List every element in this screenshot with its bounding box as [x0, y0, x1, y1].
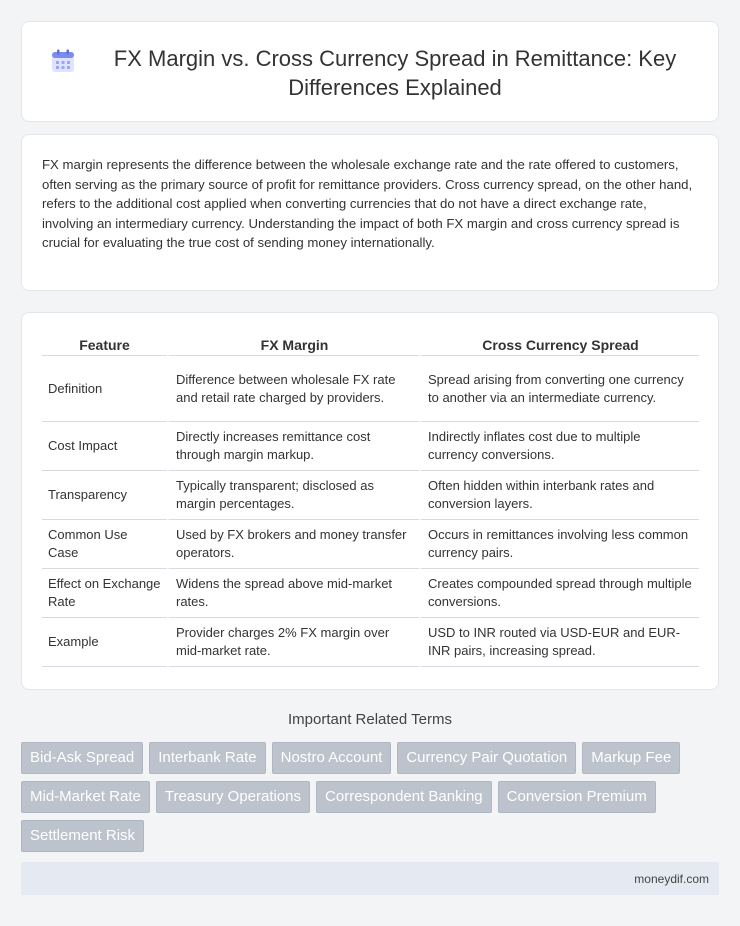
page-title: FX Margin vs. Cross Currency Spread in Remittance: Key Differences Explained	[113, 46, 677, 100]
term-tag[interactable]: Nostro Account	[272, 742, 392, 774]
cross-currency-cell: USD to INR routed via USD-EUR and EUR-INR pairs, increasing spread.	[419, 618, 699, 667]
footer-site-link[interactable]: moneydif.com	[634, 872, 709, 886]
term-tag[interactable]: Mid-Market Rate	[21, 781, 150, 813]
term-tag[interactable]: Interbank Rate	[149, 742, 265, 774]
fx-margin-cell: Provider charges 2% FX margin over mid-market rate.	[167, 618, 419, 667]
intro-paragraph: FX margin represents the difference between the wholesale exchange rate and the rate offered to customers, often serving as the primary source of profit for remittance providers. Cross currency spread, on the other hand, refers to the additional cost applied when converting currencies that do not have a direct exchange rate, involving an intermediary currency. Understanding the impact of both FX margin and cross currency spread is crucial for evaluating the true cost of sending money internationally.	[42, 157, 693, 251]
table-header-row	[42, 334, 699, 356]
cross-currency-cell: Indirectly inflates cost due to multiple currency conversions.	[419, 422, 699, 471]
feature-cell: Example	[42, 618, 167, 667]
fx-margin-cell: Used by FX brokers and money transfer operators.	[167, 520, 419, 569]
fx-margin-cell: Typically transparent; disclosed as margin percentages.	[167, 471, 419, 520]
term-tag[interactable]: Currency Pair Quotation	[397, 742, 576, 774]
column-header-feature: Feature	[42, 334, 167, 356]
feature-cell: Cost Impact	[42, 422, 167, 471]
fx-margin-cell: Widens the spread above mid-market rates.	[167, 569, 419, 618]
intro-card	[21, 134, 719, 291]
comparison-card	[21, 312, 719, 690]
column-header-cross-currency-spread: Cross Currency Spread	[419, 334, 699, 356]
feature-cell: Transparency	[42, 471, 167, 520]
table-row	[42, 356, 699, 422]
term-tag[interactable]: Bid-Ask Spread	[21, 742, 143, 774]
table-row	[42, 471, 699, 520]
table-row	[42, 520, 699, 569]
feature-cell: Effect on Exchange Rate	[42, 569, 167, 618]
cross-currency-cell: Creates compounded spread through multiple conversions.	[419, 569, 699, 618]
table-row	[42, 422, 699, 471]
related-terms-heading: Important Related Terms	[288, 711, 452, 728]
term-tag[interactable]: Correspondent Banking	[316, 781, 492, 813]
fx-margin-cell: Difference between wholesale FX rate and retail rate charged by providers.	[167, 356, 419, 422]
column-header-fx-margin: FX Margin	[167, 334, 419, 356]
cross-currency-cell: Spread arising from converting one currency to another via an intermediate currency.	[419, 356, 699, 422]
title-card	[21, 21, 719, 122]
feature-cell: Common Use Case	[42, 520, 167, 569]
term-tag[interactable]: Treasury Operations	[156, 781, 310, 813]
term-tag[interactable]: Conversion Premium	[498, 781, 656, 813]
footer	[21, 862, 719, 895]
cross-currency-cell: Often hidden within interbank rates and conversion layers.	[419, 471, 699, 520]
calendar-icon	[50, 48, 76, 74]
term-tag[interactable]: Settlement Risk	[21, 820, 144, 852]
fx-margin-cell: Directly increases remittance cost through margin markup.	[167, 422, 419, 471]
term-tag[interactable]: Markup Fee	[582, 742, 680, 774]
table-row	[42, 569, 699, 618]
cross-currency-cell: Occurs in remittances involving less common currency pairs.	[419, 520, 699, 569]
feature-cell: Definition	[42, 356, 167, 422]
comparison-table	[42, 334, 699, 667]
table-row	[42, 618, 699, 667]
related-terms-list	[21, 742, 721, 852]
